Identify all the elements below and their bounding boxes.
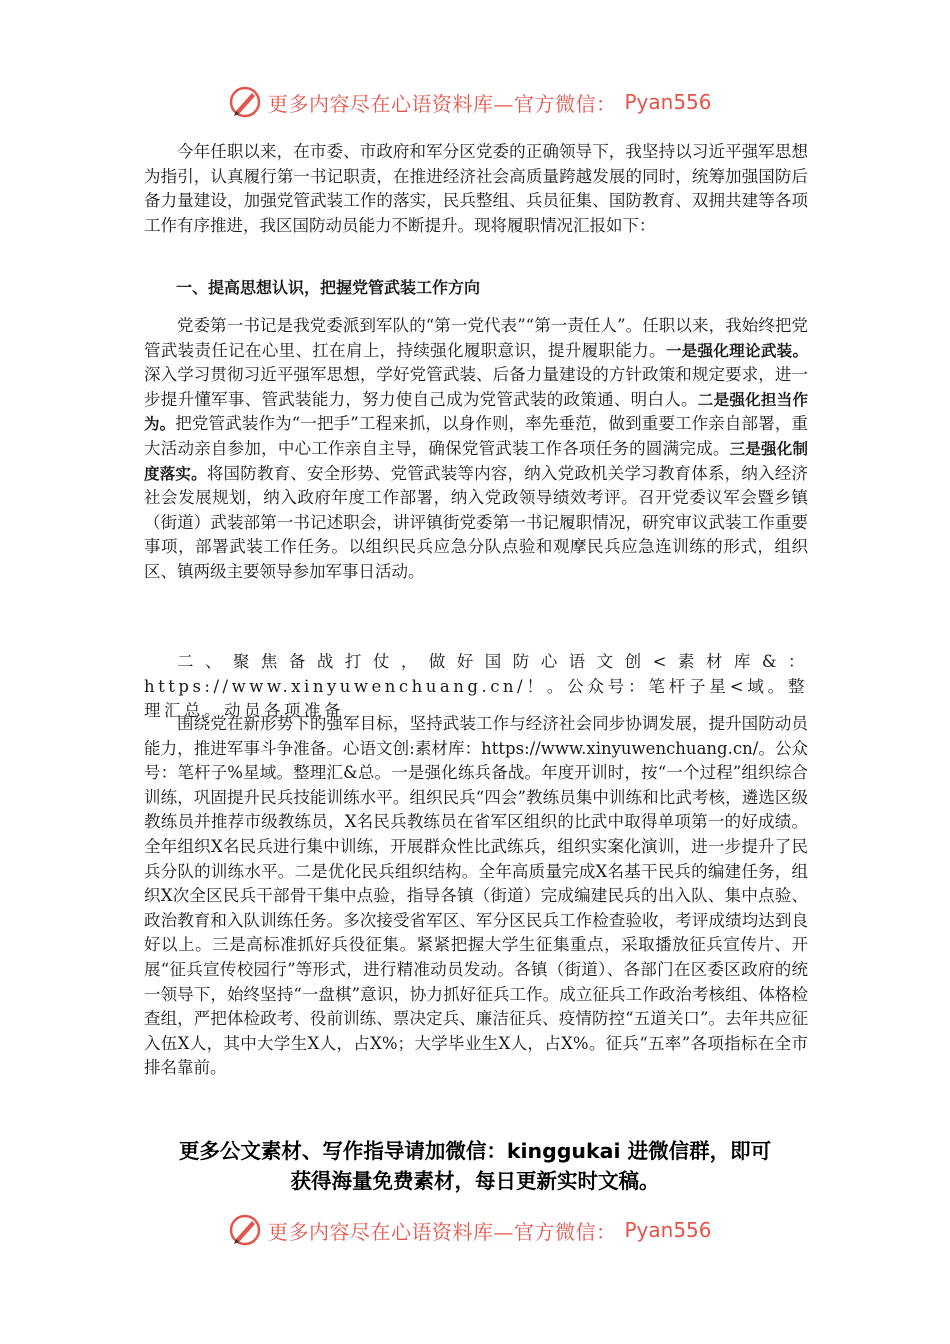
section2-paragraph xyxy=(144,712,808,1081)
section1-heading: 一、提高思想认识，把握党管武装工作方向 xyxy=(176,278,481,297)
promo-banner xyxy=(100,1136,850,1196)
section1-p-start: 党委第一书记是我党委派到军队的“第一党代表”“第一责任人”。任职以来，我始终把党管武装责任记在心里、扛在肩上，持续强化履职意识，提升履职能力。 xyxy=(144,316,808,360)
section2-heading: 二、聚焦备战打仗，做好国防心语文创<素材库&：https://www.xinyuwenchuang.cn/！。公众号：笔杆子星<域。整理汇总。动员各项准备 xyxy=(144,652,808,721)
intro-paragraph xyxy=(144,140,808,238)
section1-p-mid1: 深入学习贯彻习近平强军思想，学好党管武装、后备力量建设的方针政策和规定要求，进一步提升懂军事、管武装能力，努力使自己成为党管武装的政策通、明白人。 xyxy=(144,365,808,409)
section2-text: 围绕党在新形势下的强军目标，坚持武装工作与经济社会同步协调发展，提升国防动员能力，推进军事斗争准备。心语文创:素材库：https://www.xinyuwenchuang.cn/。公众号：笔杆子%星域。整理汇&总。一是强化练兵备战。年度开训时，按“一个过程”组织综合训练，巩固提升民兵技能训练水平。组织民兵“四会”教练员集中训练和比武考核，遴选区级教练员并推荐市级教练员，X名民兵教练员在省军区组织的比武中取得单项第一的好成绩。全年组织X名民兵进行集中训练，开展群众性比武练兵，组织实案化演训，进一步提升了民兵分队的训练水平。二是优化民兵组织结构。全年高质量完成X名基干民兵的编建任务，组织X次全区民兵干部骨干集中点验，指导各镇（街道）完成编建民兵的出入队、集中点验、政治教育和入队训练任务。多次接受省军区、军分区民兵工作检查验收，考评成绩均达到良好以上。三是高标准抓好兵役征集。紧紧把握大学生征集重点，采取播放征兵宣传片、开展“征兵宣传校园行”等形式，进行精准动员发动。各镇（街道）、各部门在区委区政府的统一领导下，始终坚持“一盘棋”意识，协力抓好征兵工作。成立征兵工作政治考核组、体格检查组，严把体检政考、役前训练、票决定兵、廉洁征兵、疫情防控“五道关口”。去年共应征入伍X人，其中大学生X人，占X%；大学毕业生X人，占X%。征兵“五率”各项指标在全市排名靠前。 xyxy=(144,714,808,1078)
section1-bold-2: 二是强化担当作为。 xyxy=(144,390,808,434)
section1-bold-3: 三是强化制度落实。 xyxy=(144,439,809,483)
watermark-text: 更多内容尽在心语资料库—官方微信： xyxy=(268,91,617,116)
watermark-top xyxy=(228,80,728,124)
pen-logo-icon xyxy=(228,1213,262,1247)
section1-p-mid2: 把党管武装作为“一把手”工程来抓，以身作则，率先垂范，做到重要工作亲自部署，重大活动亲自参加，中心工作亲自主导，确保党管武装工作各项任务的圆满完成。 xyxy=(144,414,808,458)
section1-heading-block xyxy=(144,276,808,301)
promo-line-2: 获得海量免费素材，每日更新实时文稿。 xyxy=(290,1169,660,1193)
watermark-id: Pyan556 xyxy=(624,1218,712,1242)
section1-bold-1: 一是强化理论武装。 xyxy=(665,341,808,360)
pen-logo-icon xyxy=(228,85,262,119)
section1-p-end: 将国防教育、安全形势、党管武装等内容，纳入党政机关学习教育体系，纳入经济社会发展规划，纳入政府年度工作部署，纳入党政领导绩效考评。召开党委议军会暨乡镇（街道）武装部第一书记述职会，讲评镇街党委第一书记履职情况，研究审议武装工作重要事项，部署武装工作任务。以组织民兵应急分队点验和观摩民兵应急连训练的形式，组织区、镇两级主要领导参加军事日活动。 xyxy=(144,463,808,581)
promo-line-1: 更多公文素材、写作指导请加微信：kinggukai 进微信群，即可 xyxy=(178,1139,772,1163)
section1-text xyxy=(144,314,808,585)
watermark-id: Pyan556 xyxy=(624,90,712,114)
watermark-text: 更多内容尽在心语资料库—官方微信： xyxy=(268,1219,617,1244)
watermark-bottom xyxy=(228,1208,728,1252)
section1-paragraph xyxy=(144,314,808,585)
intro-text: 今年任职以来，在市委、市政府和军分区党委的正确领导下，我坚持以习近平强军思想为指引，认真履行第一书记职责，在推进经济社会高质量跨越发展的同时，统筹加强国防后备力量建设，加强党管武装工作的落实，民兵整组、兵员征集、国防教育、双拥共建等各项工作有序推进，我区国防动员能力不断提升。现将履职情况汇报如下： xyxy=(144,142,808,235)
